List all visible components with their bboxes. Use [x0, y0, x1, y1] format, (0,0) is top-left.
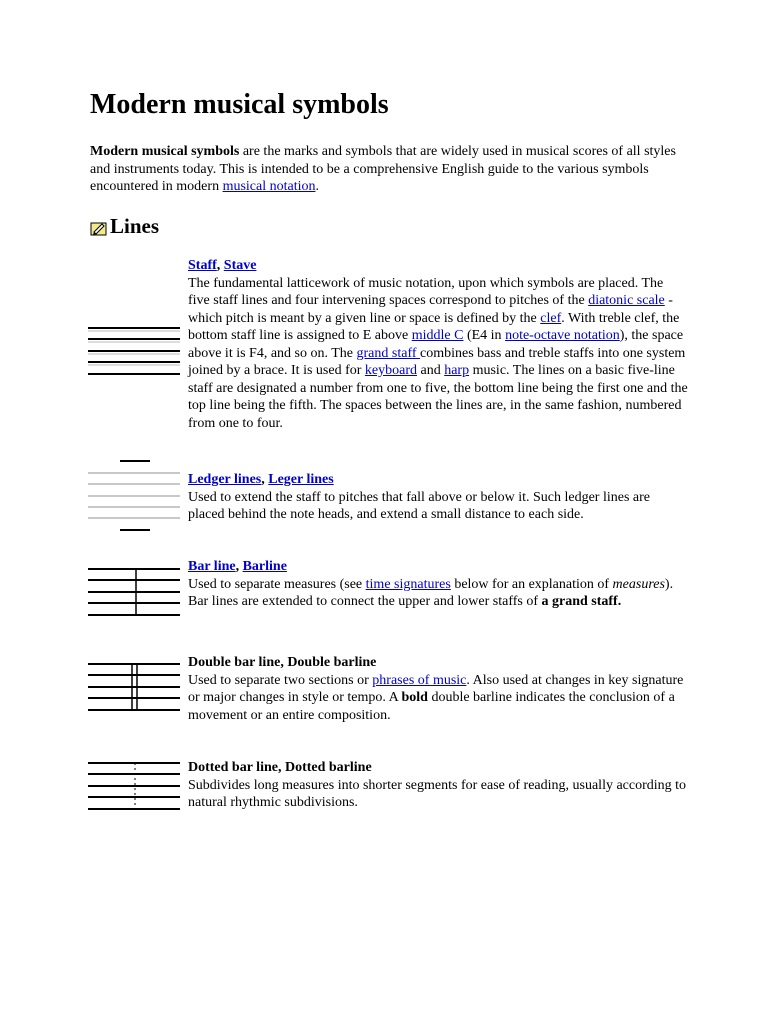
page-title: Modern musical symbols — [90, 89, 389, 120]
intro-text: are the marks and symbols that are widely used in musical scores of all styles and instruments today. This is intended to be a comprehensive English guide to the various symbols encountered in modern — [90, 144, 676, 194]
double-text: Used to separate two sections or — [188, 672, 373, 688]
bold-term: bold — [401, 690, 428, 705]
staff-text: (E4 in — [463, 328, 506, 343]
double-bar-line-illustration — [88, 661, 184, 713]
staff-illustration — [88, 326, 184, 378]
entry-staff-title — [188, 257, 688, 275]
clef-link[interactable]: clef — [540, 310, 562, 326]
staff-text: The fundamental latticework of music notation, upon which symbols are placed. The five staff lines and four intervening spaces correspond to pitches of the — [188, 275, 664, 308]
entry-dotted-title: Dotted bar line, Dotted barline — [188, 760, 372, 775]
title-separator: , — [235, 559, 243, 574]
intro-text-end: . — [315, 179, 319, 194]
grand-staff-term: a grand staff. — [541, 594, 622, 609]
staff-text: . With treble clef, the bottom staff line is assigned to E above — [188, 310, 680, 343]
section-heading-lines — [90, 212, 159, 240]
staff-text: combines bass and treble staffs into one system joined by a brace. It is used for — [188, 345, 686, 378]
harp-link[interactable]: harp — [444, 363, 470, 378]
barline-text: ). Bar lines are extended to connect the upper and lower staffs of — [188, 576, 674, 609]
keyboard-link[interactable]: keyboard — [364, 363, 417, 378]
barline-link[interactable]: Barline — [242, 559, 287, 574]
entry-ledger-title — [188, 471, 688, 489]
note-octave-notation-link[interactable]: note-octave notation — [505, 328, 620, 343]
dotted-bar-line-illustration — [88, 760, 184, 812]
entry-dotted-description: Subdivides long measures into shorter segments for ease of reading, usually according to natural rhythmic subdivisions. — [188, 777, 687, 810]
intro-paragraph — [90, 143, 680, 196]
staff-text: music. The lines on a basic five-line staff are designated a number from one to five, the bottom line being the first one and the top line being the fifth. The spaces between the lines are, in the same fashion, numbered from one to four. — [188, 363, 688, 431]
entry-ledger-lines — [188, 471, 688, 524]
double-text: double barline indicates the conclusion of a movement or an entire composition. — [188, 690, 675, 723]
intro-bold-term: Modern musical symbols — [90, 144, 240, 159]
bar-line-illustration — [88, 566, 184, 618]
entry-barline-title — [188, 558, 688, 576]
double-text: . Also used at changes in key signature or major changes in style or tempo. A — [188, 672, 684, 705]
bar-line-link[interactable]: Bar line — [188, 559, 236, 574]
section-heading-label: Lines — [110, 214, 160, 238]
entry-dotted-bar-line — [188, 759, 688, 812]
entry-barline-description — [188, 576, 688, 611]
grand-staff-link[interactable]: grand staff — [356, 345, 421, 361]
staff-text: and — [416, 363, 445, 378]
entry-ledger-description: Used to extend the staff to pitches that fall above or below it. Such ledger lines are placed behind the note heads, and extend a small distance to each side. — [188, 489, 650, 522]
ledger-lines-illustration — [88, 458, 184, 534]
diatonic-scale-link[interactable]: diatonic scale — [588, 293, 665, 308]
musical-notation-link[interactable]: musical notation — [222, 179, 316, 194]
entry-staff-description — [188, 275, 688, 433]
staff-text: ), the space above it is F4, and so on. The — [188, 328, 684, 361]
entry-double-bar-line — [188, 654, 688, 724]
stave-link[interactable]: Stave — [223, 258, 257, 273]
edit-icon[interactable] — [90, 217, 108, 235]
barline-text: Used to separate measures (see — [188, 576, 366, 592]
entry-bar-line — [188, 558, 688, 611]
staff-text: - which pitch is meant by a given line or space is defined by the — [188, 293, 673, 326]
ledger-lines-link[interactable]: Ledger lines — [188, 472, 262, 487]
phrases-of-music-link[interactable]: phrases of music — [372, 672, 467, 688]
entry-staff — [188, 257, 688, 432]
measures-term: measures — [612, 576, 665, 592]
title-separator: , — [216, 258, 224, 273]
leger-lines-link[interactable]: Leger lines — [268, 472, 334, 487]
time-signatures-link[interactable]: time signatures — [365, 576, 451, 592]
barline-text: below for an explanation of — [450, 576, 613, 592]
entry-double-description — [188, 672, 688, 725]
title-separator: , — [261, 472, 269, 487]
staff-link[interactable]: Staff — [188, 258, 217, 273]
entry-double-title: Double bar line, Double barline — [188, 655, 377, 670]
middle-c-link[interactable]: middle C — [411, 328, 464, 343]
